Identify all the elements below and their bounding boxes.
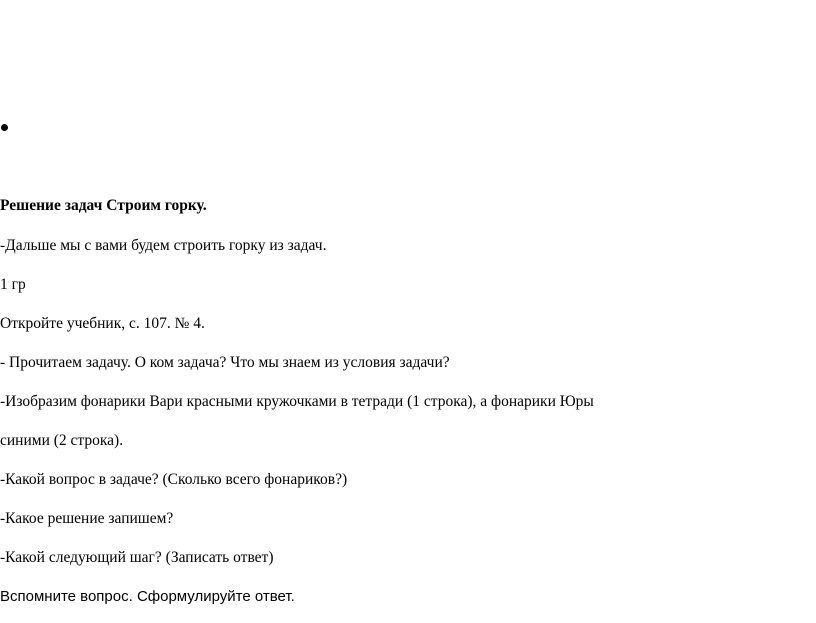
text-line: Вспомните вопрос. Сформулируйте ответ. [0,588,295,605]
text-line: -Какой вопрос в задаче? (Сколько всего фонариков?) [0,471,348,488]
text-line: - Прочитаем задачу. О ком задача? Что мы знаем из условия задачи? [0,354,450,371]
text-line: Откройте учебник, с. 107. № 4. [0,315,205,332]
text-line: -Какое решение запишем? [0,510,174,527]
text-line: синими (2 строка). [0,432,124,449]
bullet-icon [1,124,8,131]
text-line: 1 гр [0,276,26,293]
text-line: -Какой следующий шаг? (Записать ответ) [0,549,274,566]
document-title: Решение задач Строим горку. [0,197,207,214]
text-line: -Дальше мы с вами будем строить горку из задач. [0,237,327,254]
text-line: -Изобразим фонарики Вари красными кружочками в тетради (1 строка), а фонарики Юры [0,393,594,410]
